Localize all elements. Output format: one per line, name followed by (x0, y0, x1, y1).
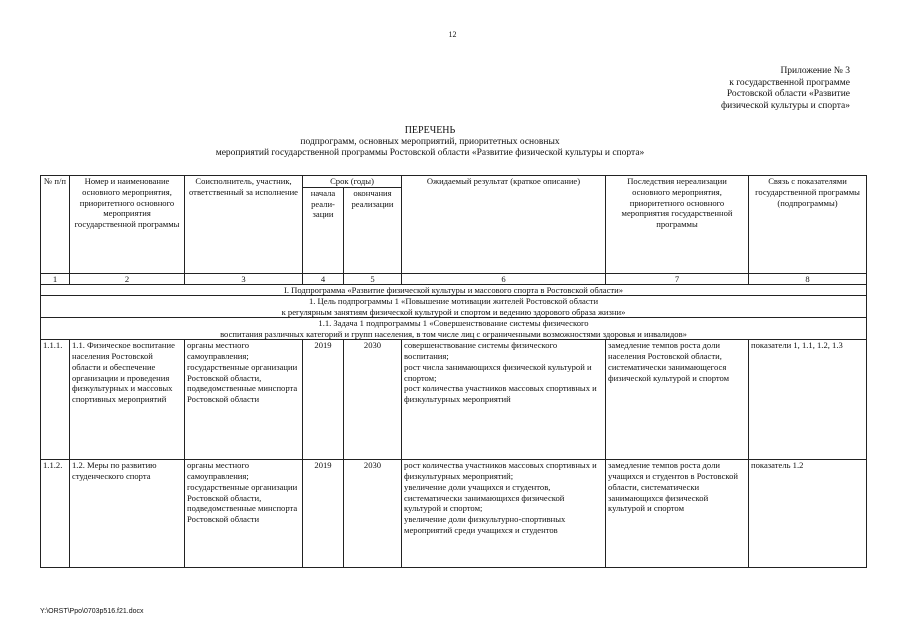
title-main: ПЕРЕЧЕНЬ (404, 125, 456, 136)
row-consequence: замедление темпов роста доли учащихся и студентов в Ростовской области, систематически занимающихся физической культурой и спортом (606, 460, 749, 568)
row-start-year: 2019 (303, 340, 344, 460)
row-name: 1.2. Меры по развитию студенческого спорта (70, 460, 185, 568)
column-number: 7 (606, 273, 749, 284)
column-number: 2 (70, 273, 185, 284)
page-number: 12 (448, 30, 457, 39)
row-start-year: 2019 (303, 460, 344, 568)
header-col-start: начала реали- зации (303, 187, 344, 273)
task-row (41, 318, 867, 340)
document-title (150, 125, 710, 160)
header-col-link: Связь с показателями государственной программы (подпрограммы) (749, 176, 867, 274)
title-line: мероприятий государственной программы Ростовской области «Развитие физической культуры и спорта» (215, 148, 645, 158)
column-number: 3 (185, 273, 303, 284)
task-line: воспитания различных категорий и групп населения, в том числе лиц с ограниченными возможностями здоровья и инвалидов» (220, 328, 687, 339)
column-number: 4 (303, 273, 344, 284)
row-number: 1.1.2. (41, 460, 70, 568)
header-col-executor: Соисполнитель, участник, ответственный за исполнение (185, 176, 303, 274)
header-col-term: Срок (годы) (303, 176, 402, 188)
appendix-block (660, 66, 850, 112)
header-col-result: Ожидаемый результат (краткое описание) (402, 176, 606, 274)
row-number: 1.1.1. (41, 340, 70, 460)
row-executor: органы местного самоуправления; государственные организации Ростовской области, подведомственные минспорта Ростовской области (185, 340, 303, 460)
subprogram-title: I. Подпрограмма «Развитие физической культуры и массового спорта в Ростовской области» (41, 284, 867, 296)
row-end-year: 2030 (344, 460, 402, 568)
task-line: 1.1. Задача 1 подпрограммы 1 «Совершенствование системы физического (318, 318, 589, 329)
header-col-end: окончания реализации (344, 187, 402, 273)
column-number: 5 (344, 273, 402, 284)
row-executor: органы местного самоуправления; государственные организации Ростовской области, подведомственные минспорта Ростовской области (185, 460, 303, 568)
row-result: совершенствование системы физического воспитания; рост числа занимающихся физической культурой и спортом; рост количества участников массовых спортивных и физкультурных мероприятий (402, 340, 606, 460)
row-consequence: замедление темпов роста доли населения Ростовской области, систематически занимающегося физической культурой и спортом (606, 340, 749, 460)
goal-line: к регулярным занятиям физической культурой и спортом и ведению здорового образа жизни» (281, 306, 626, 317)
goal-line: 1. Цель подпрограммы 1 «Повышение мотивации жителей Ростовской области (308, 296, 599, 307)
header-row (41, 176, 867, 188)
row-result: рост количества участников массовых спортивных и физкультурных мероприятий; увеличение доли учащихся и студентов, систематически занимающихся физической культурой и спортом; увеличение доли физкультурно-спортивных мероприятий среди учащихся и студентов (402, 460, 606, 568)
column-numbers-row (41, 273, 867, 284)
appendix-line: к государственной программе (729, 77, 850, 88)
file-path-footer: Y:\ORST\Ppo\0703p516.f21.docx (40, 608, 144, 615)
row-name: 1.1. Физическое воспитание населения Ростовской области и обеспечение организации и проведения физкультурных и массовых спортивных мероприятий (70, 340, 185, 460)
table-row (41, 340, 867, 460)
appendix-line: Приложение № 3 (780, 66, 850, 76)
row-link: показатель 1.2 (749, 460, 867, 568)
header-col-name: Номер и наименование основного мероприятия, приоритетного основного мероприятия государственной программы (70, 176, 185, 274)
goal-row (41, 296, 867, 318)
header-col-number: № п/п (41, 176, 70, 274)
column-number: 6 (402, 273, 606, 284)
measures-table (40, 175, 867, 568)
row-end-year: 2030 (344, 340, 402, 460)
column-number: 8 (749, 273, 867, 284)
appendix-line: Ростовской области «Развитие (726, 89, 850, 99)
table-row (41, 460, 867, 568)
subprogram-row (41, 284, 867, 296)
column-number: 1 (41, 273, 70, 284)
row-link: показатели 1, 1.1, 1.2, 1.3 (749, 340, 867, 460)
title-line: подпрограмм, основных мероприятий, приоритетных основных (300, 136, 560, 147)
task-title (41, 318, 867, 340)
appendix-line: физической культуры и спорта» (720, 100, 850, 111)
goal-title (41, 296, 867, 318)
header-col-consequence: Последствия нереализации основного мероприятия, приоритетного основного мероприятия государственной программы (606, 176, 749, 274)
